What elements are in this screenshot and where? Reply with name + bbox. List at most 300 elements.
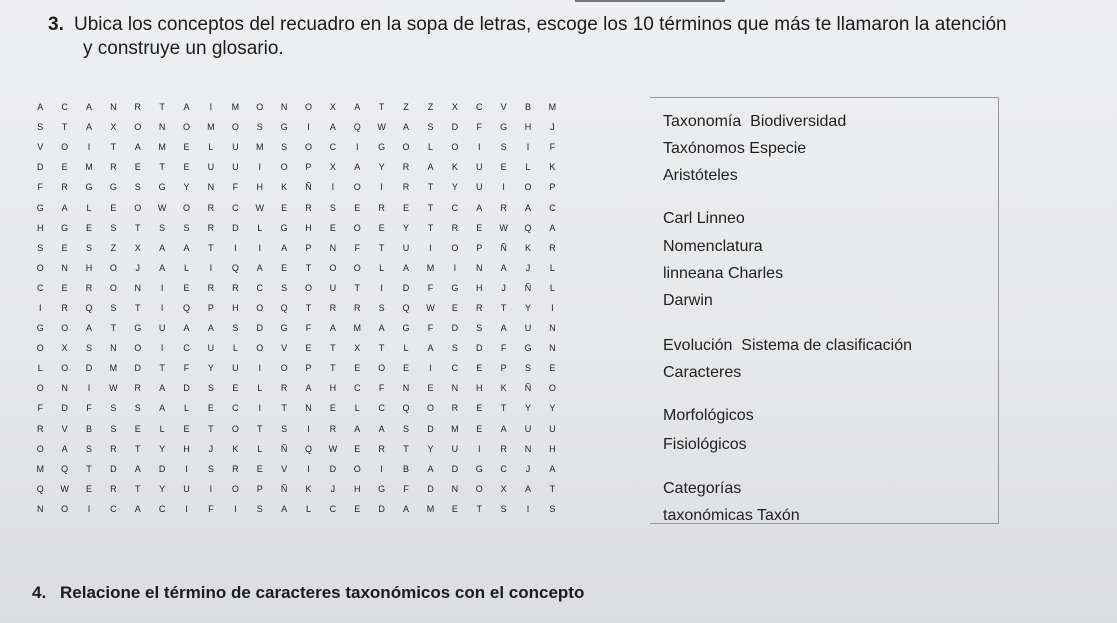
word-search-letter: S [85, 242, 92, 253]
word-search-letter: R [305, 202, 312, 213]
word-search-letter: R [451, 403, 459, 414]
word-search-letter: P [305, 363, 312, 374]
term-line-1: Taxonomía Biodiversidad [663, 113, 847, 130]
word-search-letter: I [477, 142, 481, 153]
term-line-7: Darwin [663, 292, 713, 309]
word-search-letter: E [403, 363, 410, 374]
word-search-letter: T [135, 483, 141, 494]
word-search-letter: R [207, 222, 215, 233]
word-search-letter: M [158, 142, 166, 153]
word-search-letter: D [134, 363, 141, 374]
word-search-letter: A [403, 122, 410, 133]
word-search-letter: N [549, 323, 556, 334]
word-search-letter: O [109, 262, 117, 273]
word-search-letter: W [60, 483, 69, 494]
word-search-letter: R [207, 282, 215, 293]
term-line-12: Categorías [663, 480, 742, 497]
word-search-letter: O [183, 202, 191, 213]
word-search-letter: I [380, 282, 383, 293]
word-search-letter: D [61, 403, 68, 414]
word-search-letter: N [329, 242, 337, 253]
word-search-letter: C [61, 102, 68, 113]
word-search-letter: O [183, 122, 191, 133]
word-search-letter: L [427, 142, 433, 153]
word-search-letter: O [256, 343, 264, 354]
word-search-letter: M [255, 142, 264, 153]
question-3-line2: y construye un glosario. [83, 38, 284, 59]
word-search-letter: S [110, 302, 117, 313]
word-search-letter: E [183, 282, 190, 293]
word-search-letter: O [353, 222, 361, 233]
word-search-letter: N [305, 403, 312, 414]
word-search-letter: S [183, 222, 190, 233]
word-search-letter: S [37, 122, 44, 133]
word-search-letter: M [426, 262, 435, 273]
word-search-letter: T [110, 142, 117, 153]
word-search-letter: F [208, 503, 214, 514]
word-search-letter: R [378, 202, 385, 213]
word-search-letter: A [525, 483, 532, 494]
word-search-letter: X [354, 343, 361, 354]
word-search-letter: D [451, 122, 459, 133]
word-search-letter: R [475, 302, 483, 313]
word-search-letter: N [280, 102, 288, 113]
word-search-letter: X [134, 242, 141, 253]
word-search-letter: S [403, 423, 410, 434]
word-search-letter: N [451, 483, 459, 494]
word-search-row [28, 137, 565, 157]
word-search-row [28, 358, 565, 378]
word-search-letter: A [183, 323, 190, 334]
question-3 [48, 13, 1113, 61]
word-search-letter: L [184, 403, 190, 414]
word-search-letter: I [160, 282, 164, 293]
word-search-letter: O [256, 102, 264, 113]
word-search-letter: H [475, 383, 483, 394]
word-search-letter: E [183, 423, 190, 434]
word-search-letter: E [354, 503, 361, 514]
word-search-letter: Y [207, 363, 214, 374]
word-search-letter: D [402, 282, 410, 293]
word-search-letter: O [353, 262, 361, 273]
word-search-letter: T [403, 443, 409, 454]
word-search-letter: C [451, 202, 459, 213]
word-search-letter: C [36, 282, 44, 293]
word-search-letter: R [207, 202, 215, 213]
word-search-letter: E [427, 383, 434, 394]
word-search-letter: T [159, 162, 165, 173]
word-search-letter: U [475, 162, 483, 173]
word-search-letter: I [160, 343, 164, 354]
word-search-letter: O [353, 463, 361, 474]
word-search-letter: A [549, 222, 556, 233]
word-search-letter: M [451, 423, 459, 434]
word-search-letter: T [500, 302, 507, 313]
word-search-letter: A [403, 503, 410, 514]
word-search-letter: C [158, 503, 166, 514]
word-search-letter: A [159, 262, 166, 273]
word-search-letter: H [305, 222, 312, 233]
word-search-grid [28, 97, 565, 519]
word-search-letter: A [549, 463, 556, 474]
word-search-letter: E [281, 202, 288, 213]
word-search-letter: A [159, 383, 166, 394]
word-search-letter: Z [110, 242, 117, 253]
word-search-letter: O [61, 363, 69, 374]
word-search-letter: A [525, 202, 532, 213]
word-search-letter: G [158, 182, 166, 193]
word-search-letter: K [305, 483, 312, 494]
word-search-letter: S [85, 443, 92, 454]
question-3-number: 3. [48, 14, 64, 35]
word-search-letter: R [500, 443, 507, 454]
word-search-row [28, 398, 565, 418]
word-search-letter: M [85, 162, 93, 173]
word-search-letter: W [377, 122, 386, 133]
word-search-letter: A [281, 503, 288, 514]
word-search-letter: I [526, 142, 530, 153]
word-search-letter: I [185, 463, 188, 474]
word-search-letter: F [232, 182, 239, 193]
word-search-letter: T [135, 443, 141, 454]
word-search-letter: L [549, 262, 555, 273]
word-search-letter: A [256, 262, 263, 273]
word-search-letter: Ñ [305, 182, 312, 193]
word-search-letter: A [61, 443, 68, 454]
word-search-letter: U [232, 162, 239, 173]
word-search-letter: S [159, 222, 166, 233]
question-3-text: Ubica los conceptos del recuadro en la sopa de letras, escoge los 10 términos que más te llamaron la atención [74, 14, 1007, 35]
word-search-row [28, 499, 565, 519]
word-search-letter: L [257, 222, 263, 233]
word-search-letter: Ñ [280, 483, 288, 494]
word-search-letter: S [37, 242, 44, 253]
word-search-letter: O [231, 483, 239, 494]
word-search-letter: T [354, 282, 361, 293]
word-search-letter: L [184, 262, 190, 273]
word-search-letter: E [183, 162, 190, 173]
word-search-letter: Q [304, 443, 312, 454]
word-search-letter: O [548, 383, 556, 394]
word-search-letter: O [36, 262, 44, 273]
word-search-letter: O [402, 142, 410, 153]
word-search-letter: E [256, 463, 263, 474]
word-search-row [28, 97, 565, 117]
word-search-letter: T [86, 463, 92, 474]
word-search-row [28, 238, 565, 258]
word-search-letter: J [550, 122, 555, 133]
word-search-letter: A [500, 423, 507, 434]
word-search-row [28, 338, 565, 358]
word-search-letter: S [256, 503, 263, 514]
word-search-letter: G [109, 182, 117, 193]
word-search-letter: F [427, 282, 434, 293]
word-search-letter: O [475, 483, 483, 494]
word-search-row [28, 378, 565, 398]
word-search-letter: S [329, 202, 336, 213]
word-search-letter: I [209, 483, 213, 494]
word-search-letter: L [257, 443, 263, 454]
word-search-letter: O [280, 162, 288, 173]
word-search-letter: T [208, 423, 214, 434]
word-search-letter: I [258, 242, 261, 253]
word-search-letter: T [427, 222, 434, 233]
word-search-letter: S [134, 403, 141, 414]
word-search-letter: A [61, 202, 68, 213]
word-search-letter: G [280, 323, 288, 334]
word-search-letter: H [524, 122, 532, 133]
word-search-letter: T [427, 182, 434, 193]
word-search-letter: E [549, 363, 556, 374]
word-search-row [28, 197, 565, 217]
word-search-letter: S [207, 383, 214, 394]
word-search-letter: F [476, 122, 482, 133]
word-search-letter: Q [85, 302, 93, 313]
word-search-letter: G [61, 222, 69, 233]
word-search-letter: C [378, 403, 385, 414]
word-search-letter: T [476, 503, 482, 514]
word-search-letter: Y [525, 403, 532, 414]
word-search-letter: C [475, 102, 483, 113]
word-search-letter: I [331, 182, 335, 193]
word-search-letter: N [524, 443, 532, 454]
word-search-letter: O [304, 142, 312, 153]
word-search-letter: U [549, 423, 556, 434]
word-search-letter: H [549, 443, 556, 454]
word-search-row [28, 278, 565, 298]
word-search-letter: D [232, 222, 239, 233]
word-search-letter: D [427, 423, 434, 434]
word-search-letter: V [37, 142, 44, 153]
word-search-letter: N [402, 383, 410, 394]
word-search-letter: N [61, 383, 68, 394]
word-search-letter: F [427, 323, 434, 334]
word-search-letter: R [36, 423, 44, 434]
terms-box [650, 97, 999, 524]
word-search-letter: Q [402, 302, 410, 313]
word-search-letter: U [524, 323, 532, 334]
word-search-letter: A [354, 102, 361, 113]
word-search-letter: E [281, 262, 288, 273]
word-search-letter: D [451, 323, 459, 334]
top-rule [575, 0, 725, 2]
word-search-letter: A [85, 102, 92, 113]
word-search-row [28, 258, 565, 278]
word-search-letter: E [476, 423, 483, 434]
word-search-letter: E [61, 242, 68, 253]
word-search-letter: I [453, 262, 457, 273]
word-search-letter: M [426, 503, 435, 514]
word-search-letter: W [499, 222, 508, 233]
word-search-letter: E [85, 222, 92, 233]
word-search-letter: A [183, 102, 190, 113]
word-search-letter: E [134, 162, 141, 173]
word-search-letter: S [256, 122, 263, 133]
word-search-letter: O [134, 343, 142, 354]
word-search-letter: L [525, 162, 531, 173]
word-search-letter: O [231, 122, 239, 133]
word-search-letter: L [305, 503, 311, 514]
word-search-letter: A [37, 102, 44, 113]
word-search-letter: Ñ [500, 242, 507, 253]
word-search-letter: Ñ [524, 383, 532, 394]
word-search-letter: H [183, 443, 190, 454]
word-search-letter: Y [549, 403, 556, 414]
word-search-letter: J [135, 262, 140, 273]
word-search-letter: U [402, 242, 410, 253]
word-search-letter: M [353, 323, 362, 334]
word-search-letter: C [451, 363, 459, 374]
word-search-letter: F [37, 182, 43, 193]
word-search-letter: T [281, 403, 287, 414]
word-search-letter: Q [402, 403, 410, 414]
word-search-letter: N [110, 343, 117, 354]
word-search-letter: U [451, 443, 459, 454]
word-search-letter: N [110, 102, 117, 113]
word-search-letter: X [61, 343, 68, 354]
word-search-letter: S [427, 122, 434, 133]
word-search-letter: K [500, 383, 507, 394]
word-search-letter: D [256, 323, 263, 334]
word-search-letter: R [232, 463, 239, 474]
word-search-letter: H [232, 302, 239, 313]
word-search-letter: D [329, 463, 337, 474]
word-search-letter: T [135, 222, 141, 233]
word-search-letter: P [305, 162, 312, 173]
word-search-letter: R [134, 102, 141, 113]
word-search-letter: S [85, 343, 92, 354]
word-search-letter: G [280, 122, 288, 133]
word-search-letter: L [232, 343, 238, 354]
question-4-number: 4. [32, 583, 47, 602]
word-search-letter: F [183, 363, 190, 374]
term-line-5: Nomenclatura [663, 238, 763, 255]
word-search-letter: P [549, 182, 556, 193]
word-search-letter: Q [36, 483, 44, 494]
word-search-letter: I [477, 443, 481, 454]
word-search-letter: T [159, 102, 165, 113]
word-search-letter: A [134, 503, 141, 514]
word-search-letter: S [110, 423, 117, 434]
word-search-letter: R [402, 182, 410, 193]
word-search-letter: S [207, 463, 214, 474]
word-search-letter: Z [403, 102, 409, 113]
word-search-letter: H [329, 383, 337, 394]
word-search-letter: R [110, 483, 117, 494]
word-search-letter: O [524, 182, 532, 193]
word-search-letter: N [134, 282, 141, 293]
term-line-8: Evolución Sistema de clasificación [663, 337, 913, 354]
word-search-letter: K [281, 182, 288, 193]
word-search-letter: I [380, 463, 383, 474]
word-search-letter: E [61, 282, 68, 293]
word-search-row [28, 318, 565, 338]
word-search-letter: X [329, 162, 336, 173]
word-search-letter: R [232, 282, 239, 293]
word-search-letter: V [61, 423, 68, 434]
word-search-letter: U [329, 282, 337, 293]
word-search-letter: O [378, 363, 386, 374]
word-search-letter: B [85, 423, 92, 434]
word-search-letter: R [329, 423, 337, 434]
word-search-letter: I [502, 182, 505, 193]
word-search-letter: U [207, 343, 215, 354]
word-search-letter: A [500, 262, 507, 273]
word-search-letter: T [61, 122, 68, 133]
term-line-2: Taxónomos Especie [663, 140, 807, 157]
word-search-letter: S [134, 182, 141, 193]
word-search-letter: E [134, 423, 141, 434]
word-search-letter: Q [524, 222, 532, 233]
word-search-letter: F [354, 242, 361, 253]
word-search-letter: T [159, 363, 165, 374]
word-search-letter: A [354, 162, 361, 173]
word-search-letter: H [36, 222, 44, 233]
word-search-letter: R [134, 383, 141, 394]
word-search-row [28, 298, 565, 318]
word-search-letter: Y [403, 222, 410, 233]
word-search-letter: L [159, 423, 165, 434]
word-search-letter: J [501, 282, 506, 293]
word-search-letter: G [402, 323, 410, 334]
word-search-letter: U [475, 182, 483, 193]
word-search-letter: I [87, 383, 91, 394]
word-search-letter: S [549, 503, 556, 514]
word-search-letter: K [525, 242, 532, 253]
word-search-letter: M [109, 363, 118, 374]
word-search-letter: A [134, 142, 141, 153]
word-search-letter: P [500, 363, 507, 374]
word-search-letter: C [500, 463, 507, 474]
word-search-letter: A [159, 242, 166, 253]
word-search-letter: A [403, 262, 410, 273]
word-search-letter: O [109, 282, 117, 293]
question-4 [32, 583, 584, 603]
word-search-letter: L [257, 383, 263, 394]
word-search-letter: S [232, 323, 239, 334]
word-search-letter: I [307, 423, 310, 434]
word-search-letter: P [305, 242, 312, 253]
word-search-letter: C [232, 202, 239, 213]
word-search-letter: E [354, 363, 361, 374]
word-search-letter: S [281, 282, 288, 293]
word-search-letter: R [451, 222, 459, 233]
word-search-letter: I [185, 503, 188, 514]
word-search-letter: S [476, 323, 483, 334]
word-search-letter: E [85, 483, 92, 494]
word-search-letter: T [110, 323, 117, 334]
word-search-row [28, 117, 565, 137]
word-search-row [28, 459, 565, 479]
word-search-letter: V [281, 343, 288, 354]
word-search-row [28, 479, 565, 499]
word-search-letter: F [403, 483, 409, 494]
word-search-letter: R [280, 383, 288, 394]
word-search-letter: E [329, 403, 336, 414]
word-search-letter: U [524, 423, 532, 434]
word-search-letter: T [256, 423, 263, 434]
word-search-letter: A [134, 463, 141, 474]
word-search-letter: A [378, 423, 385, 434]
word-search-letter: M [207, 122, 215, 133]
word-search-letter: N [475, 262, 483, 273]
word-search-letter: A [329, 122, 336, 133]
word-search-letter: I [209, 102, 213, 113]
word-search-letter: E [232, 383, 239, 394]
word-search-letter: I [160, 302, 164, 313]
word-search-letter: H [85, 262, 93, 273]
word-search-letter: E [476, 363, 483, 374]
